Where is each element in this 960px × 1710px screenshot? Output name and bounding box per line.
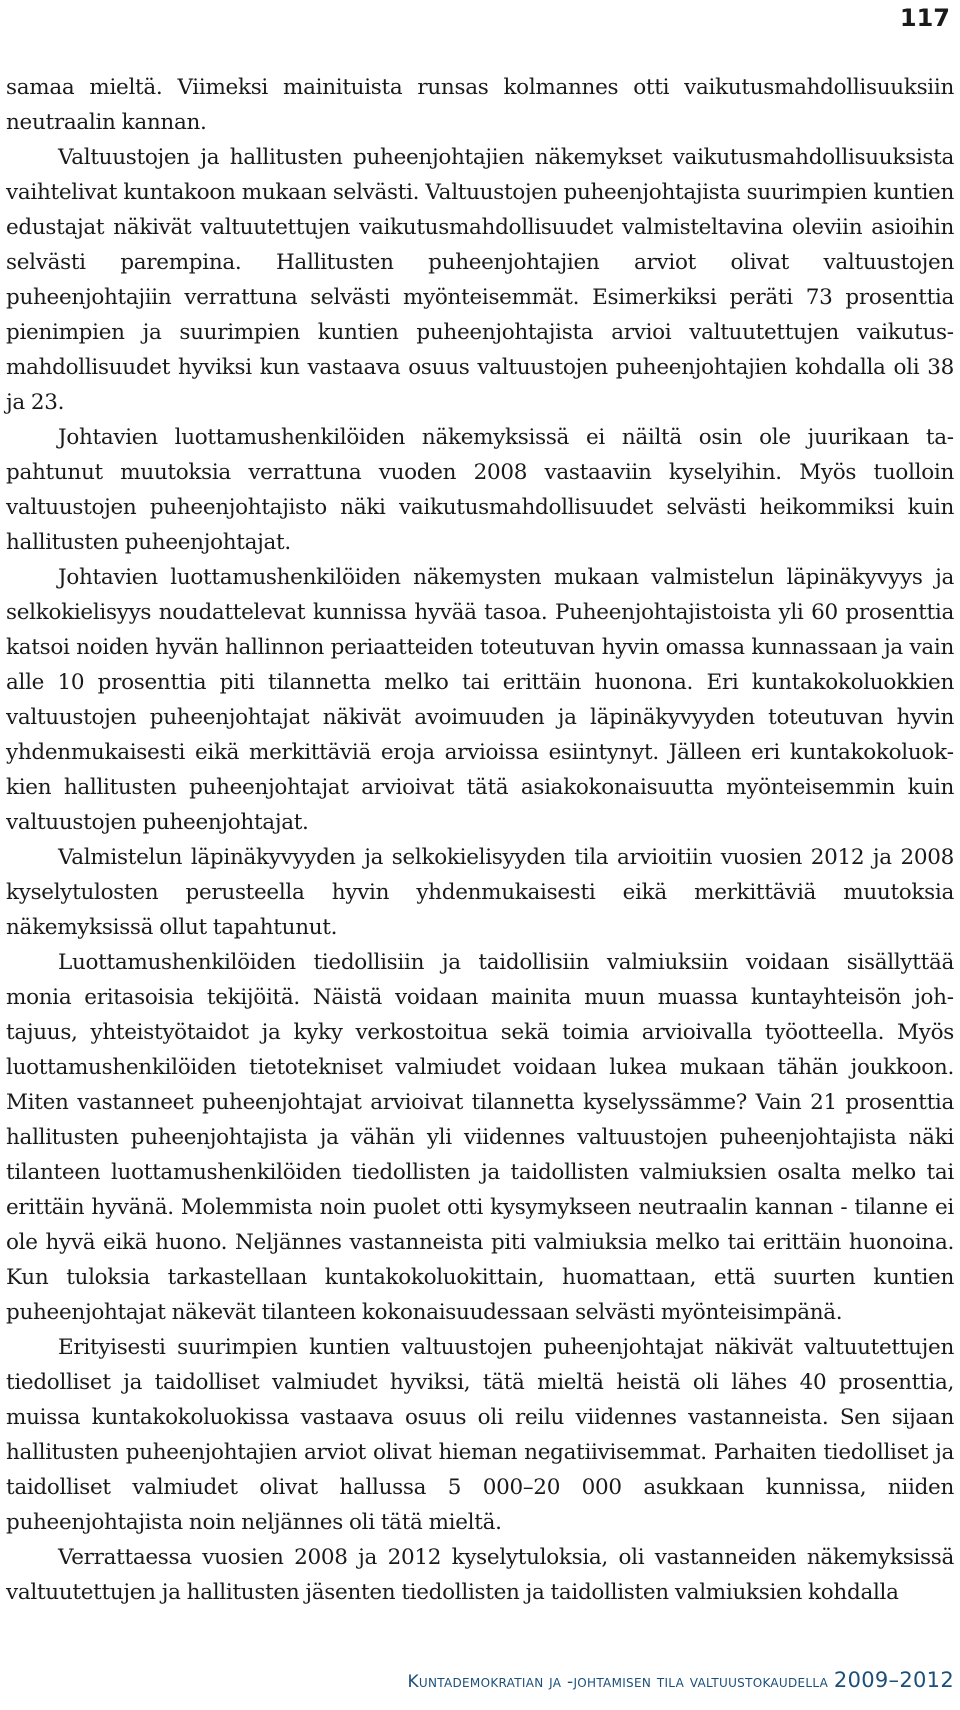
- footer-years: 2009–2012: [833, 1668, 954, 1692]
- footer-title: Kuntademokratian ja -johtamisen tila valtuustokaudella: [407, 1672, 829, 1692]
- paragraph-4: Johtavien luottamushenkilöiden näkemysten mukaan valmistelun läpinäkyvyys ja selkokielisyys noudattelevat kunnissa hyvää tasoa. Puheenjohtajistoista yli 60 prosenttia katsoi noiden hyvän hallinnon periaatteiden toteutuvan hyvin omassa kunnassaan ja vain alle 10 prosenttia piti tilannetta melko tai erittäin huonona. Eri kuntakokoluokkien valtuustojen puheenjohtajat näkivät avoimuuden ja läpinäkyvyyden toteutuvan hyvin yhdenmukaisesti eikä merkittäviä eroja arvioissa esiintynyt. Jälleen eri kuntakokoluokkien hallitusten puheenjohtajat arvioivat tätä asiakokonaisuutta myönteisemmin kuin valtuustojen puheenjohtajat.: [6, 565, 954, 835]
- body-text: [6, 70, 954, 1610]
- paragraph-1: samaa mieltä. Viimeksi mainituista runsas kolmannes otti vaikutusmahdollisuuksiin neutraalin kannan.: [6, 75, 954, 135]
- running-footer: [407, 1668, 954, 1692]
- paragraph-5: Valmistelun läpinäkyvyyden ja selkokielisyyden tila arvioitiin vuosien 2012 ja 2008 kyselytulosten perusteella hyvin yhdenmukaisesti eikä merkittäviä muutoksia näkemyksissä ollut tapahtunut.: [6, 845, 954, 940]
- paragraph-2: Valtuustojen ja hallitusten puheenjohtajien näkemykset vaikutusmahdollisuuksista vaihtelivat kuntakoon mukaan selvästi. Valtuustojen puheenjohtajista suurimpien kuntien edustajat näkivät valtuutettujen vaikutusmahdollisuudet valmisteltavina oleviin asioihin selvästi parempina. Hallitusten puheenjohtajien arviot olivat valtuustojen puheenjohtajiin verrattuna selvästi myönteisemmät. Esimerkiksi peräti 73 prosenttia pienimpien ja suurimpien kuntien puheenjohtajista arvioi valtuutettujen vaikutusmahdollisuudet hyviksi kun vastaava osuus valtuustojen puheenjohtajien kohdalla oli 38 ja 23.: [6, 145, 954, 415]
- paragraph-6: Luottamushenkilöiden tiedollisiin ja taidollisiin valmiuksiin voidaan sisällyttää monia eritasoisia tekijöitä. Näistä voidaan mainita muun muassa kuntayhteisön johtajuus, yhteistyötaidot ja kyky verkostoitua sekä toimia arvioivalla työotteella. Myös luottamushenkilöiden tietotekniset valmiudet voidaan lukea mukaan tähän joukkoon. Miten vastanneet puheenjohtajat arvioivat tilannetta kyselyssämme? Vain 21 prosenttia hallitusten puheenjohtajista ja vähän yli viidennes valtuustojen puheenjohtajista näki tilanteen luottamushenkilöiden tiedollisten ja taidollisten valmiuksien osalta melko tai erittäin hyvänä. Molemmista noin puolet otti kysymykseen neutraalin kannan - tilanne ei ole hyvä eikä huono. Neljännes vastanneista piti valmiuksia melko tai erittäin huonoina. Kun tuloksia tarkastellaan kuntakokoluokittain, huomattaan, että suurten kuntien puheenjohtajat näkevät tilanteen kokonaisuudessaan selvästi myönteisimpänä.: [6, 950, 954, 1325]
- page-number: 117: [899, 4, 950, 32]
- paragraph-7: Erityisesti suurimpien kuntien valtuustojen puheenjohtajat näkivät valtuutettujen tiedolliset ja taidolliset valmiudet hyviksi, tätä mieltä heistä oli lähes 40 prosenttia, muissa kuntakokoluokissa vastaava osuus oli reilu viidennes vastanneista. Sen sijaan hallitusten puheenjohtajien arviot olivat hieman negatiivisemmat. Parhaiten tiedolliset ja taidolliset valmiudet olivat hallussa 5 000–20 000 asukkaan kunnissa, niiden puheenjohtajista noin neljännes oli tätä mieltä.: [6, 1335, 954, 1535]
- paragraph-3: Johtavien luottamushenkilöiden näkemyksissä ei näiltä osin ole juurikaan tapahtunut muutoksia verrattuna vuoden 2008 vastaaviin kyselyihin. Myös tuolloin valtuustojen puheenjohtajisto näki vaikutusmahdollisuudet selvästi heikommiksi kuin hallitusten puheenjohtajat.: [6, 425, 954, 555]
- paragraph-8: Verrattaessa vuosien 2008 ja 2012 kyselytuloksia, oli vastanneiden näkemyksissä valtuutettujen ja hallitusten jäsenten tiedollisten ja taidollisten valmiuksien kohdalla: [6, 1545, 954, 1605]
